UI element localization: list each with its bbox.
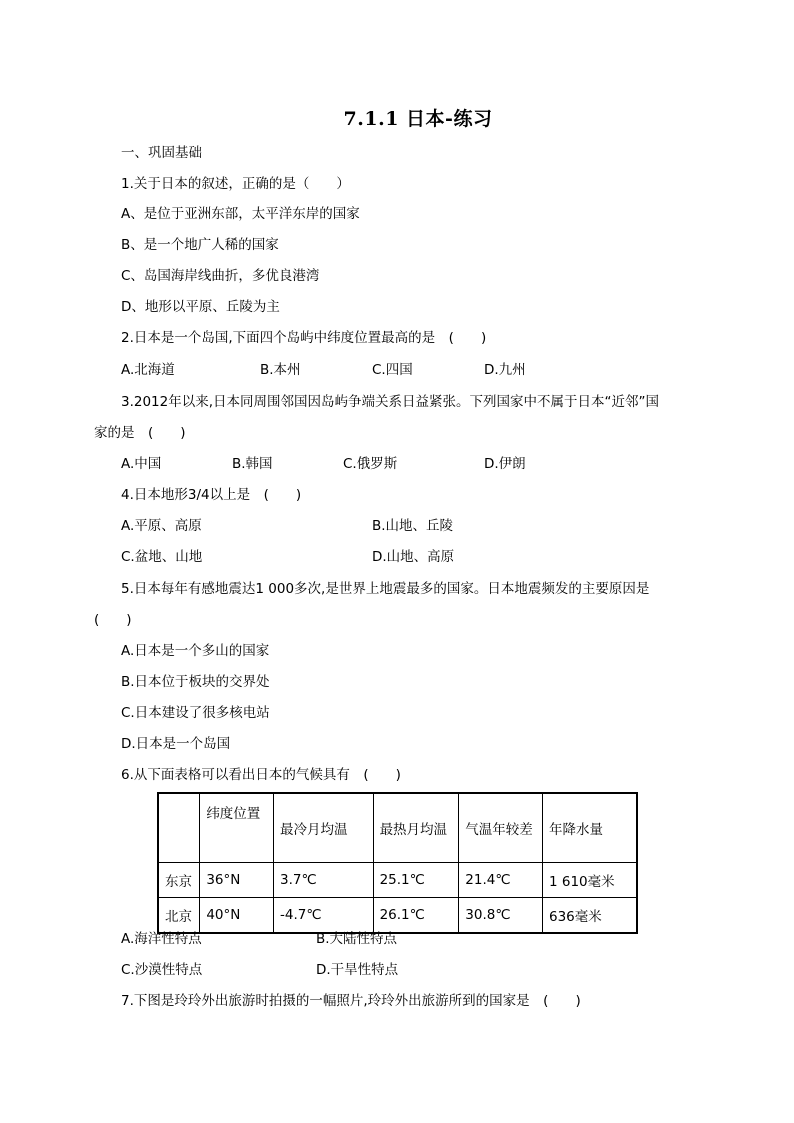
question-2-option-a: A.北海道 bbox=[121, 362, 175, 378]
question-3-option-c: C.俄罗斯 bbox=[343, 456, 398, 472]
precipitation-cell: 1 610毫米 bbox=[542, 863, 637, 898]
question-5-option-c: C.日本建设了很多核电站 bbox=[121, 705, 270, 721]
question-2-option-d: D.九州 bbox=[484, 362, 526, 378]
section-heading: 一、巩固基础 bbox=[121, 145, 202, 161]
table-row bbox=[158, 898, 637, 934]
question-6-stem: 6.从下面表格可以看出日本的气候具有 ( ) bbox=[121, 767, 401, 783]
annual-range-cell: 30.8℃ bbox=[459, 898, 543, 934]
coldest-cell: -4.7℃ bbox=[274, 898, 374, 934]
table-row bbox=[158, 863, 637, 898]
question-5-option-a: A.日本是一个多山的国家 bbox=[121, 643, 270, 659]
question-7-stem: 7.下图是玲玲外出旅游时拍摄的一幅照片,玲玲外出旅游所到的国家是 ( ) bbox=[121, 993, 581, 1009]
question-4-option-b: B.山地、丘陵 bbox=[372, 518, 454, 534]
question-3-stem-line1: 3.2012年以来,日本同周围邻国因岛屿争端关系日益紧张。下列国家中不属于日本“近邻”国 bbox=[121, 394, 660, 410]
latitude-cell: 36°N bbox=[200, 863, 274, 898]
question-5-stem-line2: ( ) bbox=[94, 612, 132, 628]
city-cell: 东京 bbox=[158, 863, 200, 898]
annual-range-cell: 21.4℃ bbox=[459, 863, 543, 898]
climate-table-header-row bbox=[158, 793, 637, 863]
question-1-stem: 1.关于日本的叙述，正确的是（ ） bbox=[121, 176, 350, 192]
coldest-cell: 3.7℃ bbox=[274, 863, 374, 898]
question-1-option-c: C、岛国海岸线曲折，多优良港湾 bbox=[121, 268, 320, 284]
header-cell-empty bbox=[158, 793, 200, 863]
question-5-option-d: D.日本是一个岛国 bbox=[121, 736, 231, 752]
page-title: 7.1.1 日本-练习 bbox=[343, 108, 493, 130]
question-3-option-a: A.中国 bbox=[121, 456, 162, 472]
question-3-option-d: D.伊朗 bbox=[484, 456, 526, 472]
precipitation-cell: 636毫米 bbox=[542, 898, 637, 934]
header-cell-precipitation: 年降水量 bbox=[542, 793, 637, 863]
warmest-cell: 25.1℃ bbox=[373, 863, 459, 898]
question-1-option-b: B、是一个地广人稀的国家 bbox=[121, 237, 279, 253]
question-2-option-b: B.本州 bbox=[260, 362, 301, 378]
question-2-stem: 2.日本是一个岛国,下面四个岛屿中纬度位置最高的是 ( ) bbox=[121, 330, 487, 346]
climate-table bbox=[157, 792, 638, 934]
header-cell-latitude: 纬度位置 bbox=[200, 793, 274, 863]
header-cell-coldest: 最冷月均温 bbox=[274, 793, 374, 863]
question-4-option-a: A.平原、高原 bbox=[121, 518, 202, 534]
city-cell: 北京 bbox=[158, 898, 200, 934]
header-cell-annual-range: 气温年较差 bbox=[459, 793, 543, 863]
question-1-option-a: A、是位于亚洲东部，太平洋东岸的国家 bbox=[121, 206, 360, 222]
header-cell-warmest: 最热月均温 bbox=[373, 793, 459, 863]
question-1-option-d: D、地形以平原、丘陵为主 bbox=[121, 299, 280, 315]
question-6-option-d: D.干旱性特点 bbox=[316, 962, 399, 978]
question-4-option-c: C.盆地、山地 bbox=[121, 549, 203, 565]
question-3-stem-line2: 家的是 ( ) bbox=[94, 425, 186, 441]
question-4-option-d: D.山地、高原 bbox=[372, 549, 455, 565]
question-5-option-b: B.日本位于板块的交界处 bbox=[121, 674, 270, 690]
question-4-stem: 4.日本地形3/4以上是 ( ) bbox=[121, 487, 302, 503]
question-6-option-c: C.沙漠性特点 bbox=[121, 962, 203, 978]
question-6-option-b: B.大陆性特点 bbox=[316, 931, 398, 947]
warmest-cell: 26.1℃ bbox=[373, 898, 459, 934]
question-5-stem-line1: 5.日本每年有感地震达1 000多次,是世界上地震最多的国家。日本地震频发的主要原因是 bbox=[121, 581, 650, 597]
question-6-option-a: A.海洋性特点 bbox=[121, 931, 202, 947]
question-2-option-c: C.四国 bbox=[372, 362, 413, 378]
question-3-option-b: B.韩国 bbox=[232, 456, 273, 472]
latitude-cell: 40°N bbox=[200, 898, 274, 934]
